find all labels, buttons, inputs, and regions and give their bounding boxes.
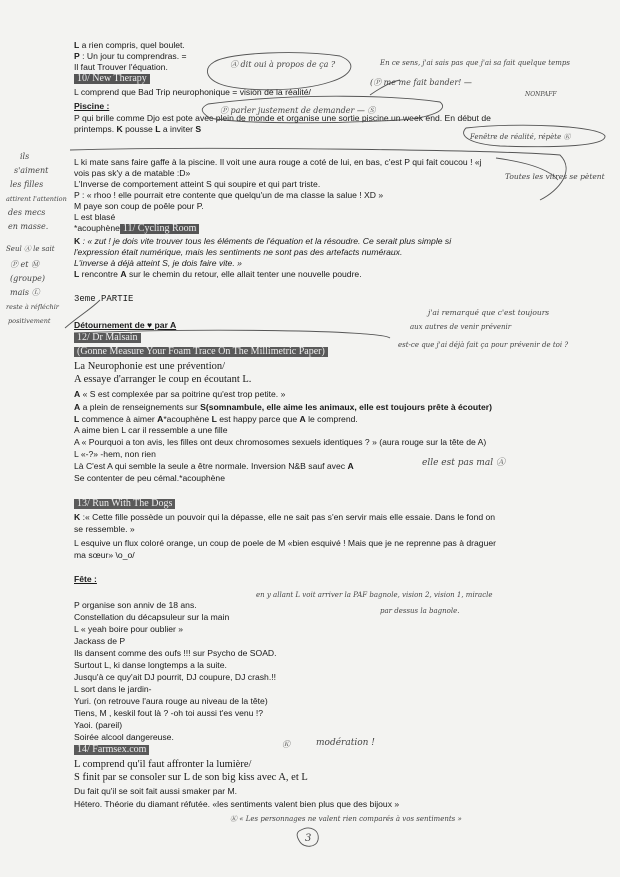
line: P qui brille comme Djo est pote avec plein de monde et organise une sortie piscine un week end. En début de [74, 113, 491, 123]
line: Constellation du décapsuleur sur la main [74, 612, 230, 622]
margin-note: des mecs [8, 208, 46, 217]
line: K :« Cette fille possède un pouvoir qui la dépasse, elle ne sait pas s'en servir mais elle essaie. Dans le fond on [74, 512, 496, 522]
line: L'inverse à déjà atteint S, je dois faire vite. » [74, 258, 242, 268]
line: A a plein de renseignements sur S(somnambule, elle aime les animaux, elle est toujours prête à écouter) [74, 402, 492, 412]
margin-note: Ⓟ et Ⓜ [10, 260, 40, 269]
line: P organise son anniv de 18 ans. [74, 600, 197, 610]
handwritten-note: aux autres de venir prévenir [410, 323, 512, 331]
section-header-12: 12/ Dr Malsain [74, 332, 141, 343]
line: L «-?» -hem, non rien [74, 449, 156, 459]
handwritten-note: (Ⓟ me me fait bander! — [370, 78, 472, 87]
line: A « S est complexée par sa poitrine qu'est trop petite. » [74, 389, 286, 399]
line: L comprend qu'il faut affronter la lumière/ [74, 759, 252, 770]
line: Hétero. Théorie du diamant réfutée. «les sentiments valent bien plus que des bijoux » [74, 799, 400, 809]
bubble-outline [207, 53, 350, 90]
line: Surtout L, ki danse longtemps a la suite. [74, 660, 227, 670]
handwritten-note: Ⓚ [282, 740, 290, 749]
section-header-14: 14/ Farmsex.com [74, 744, 149, 755]
handwritten-note: Fenêtre de réalité, répète Ⓚ [470, 133, 571, 141]
line: S finit par se consoler sur L de son big kiss avec A, et L [74, 772, 308, 783]
line: L comprend que Bad Trip neurophonique = vision de la réalité/ [74, 87, 311, 97]
handwritten-note: j'ai remarqué que c'est toujours [428, 308, 550, 317]
line: A aime bien L car il ressemble a une fille [74, 425, 228, 435]
section-header-12-subtitle: (Gonne Measure Your Foam Trace On The Millimetric Paper) [74, 346, 328, 357]
line: Jusqu'à ce quy'ait DJ pourrit, DJ coupure, DJ crash.!! [74, 672, 276, 682]
line: Yaoi. (pareil) [74, 720, 123, 730]
line: Soirée alcool dangereuse. [74, 732, 174, 742]
line: Là C'est A qui semble la seule a être normale. Inversion N&B sauf avec A [74, 461, 354, 471]
line: ma sœur» \o_o/ [74, 550, 135, 560]
line: M paye son coup de poêle pour P. [74, 201, 204, 211]
handwritten-note: elle est pas mal Ⓐ [422, 458, 505, 468]
line: La Neurophonie est une prévention/ [74, 361, 226, 372]
margin-note: (groupe) [10, 274, 46, 283]
line: *acouphène 11/ Cycling Room [74, 223, 199, 234]
handwritten-note: Toutes les vitres se pètent [505, 172, 605, 181]
subheading-detournement: Détournement de ♥ par A [74, 320, 177, 330]
section-header-10: 10/ New Therapy [74, 73, 150, 84]
part-title: 3eme PARTIE [74, 294, 134, 304]
margin-note: Seul Ⓐ le sait [6, 245, 55, 253]
handwritten-note: Ⓟ parler justement de demander — Ⓢ [220, 106, 376, 115]
line: A essaye d'arranger le coup en écoutant L. [74, 374, 252, 385]
margin-note: attirent l'attention [6, 195, 67, 203]
handwritten-note: en y allant L voit arriver la PAF bagnole, vision 2, vision 1, miracle [256, 591, 493, 599]
handwritten-note: est-ce que j'ai déjà fait ça pour prévenir de toi ? [398, 341, 569, 349]
line: P : Un jour tu comprendras. = [74, 51, 187, 61]
line: L sort dans le jardin- [74, 684, 152, 694]
line: L'Inverse de comportement atteint S qui soupire et qui part triste. [74, 179, 321, 189]
line: Du fait qu'il se soit fait aussi smaker par M. [74, 786, 238, 796]
subheading-piscine: Piscine : [74, 101, 110, 111]
line: l'expression était numérique, mais les sentiments ne sont pas des artefacts numéraux. [74, 247, 403, 257]
pencil-stroke [65, 300, 100, 328]
margin-note: s'aiment [14, 166, 49, 175]
margin-note: les filles [10, 180, 44, 189]
line: L commence à aimer A*acouphène L est happy parce que A le comprend. [74, 414, 358, 424]
margin-note: mais Ⓛ [10, 288, 40, 297]
line: Il faut Trouver l'équation. [74, 62, 168, 72]
line: Se contenter de peu cémal.*acouphène [74, 473, 225, 483]
page-number: 3 [305, 833, 312, 844]
bubble-outline [74, 330, 390, 338]
margin-note: ils [20, 152, 30, 161]
line: Jackass de P [74, 636, 126, 646]
margin-note: positivement [8, 317, 51, 325]
section-header-13: 13/ Run With The Dogs [74, 498, 175, 509]
handwritten-note: modération ! [316, 738, 375, 748]
handwritten-note: par dessus la bagnole. [380, 607, 460, 615]
line: L « yeah boire pour oublier » [74, 624, 184, 634]
line: Tiens, M , keskil fout là ? -oh toi aussi t'es venu !? [74, 708, 264, 718]
line: A « Pourquoi a ton avis, les filles ont deux chromosomes sexuels identiques ? » (aura rouge sur la tête de A) [74, 437, 487, 447]
line: P : « rhoo ! elle pourrait etre contente que quelqu'un de ma classe la salue ! XD » [74, 190, 384, 200]
handwritten-note: Ⓐ dit oui à propos de ça ? [230, 60, 336, 69]
line: L ki mate sans faire gaffe à la piscine. Il voit une aura rouge a coté de lui, en bas, c'est P qui fait coucou ! «j [74, 157, 482, 167]
line: K : « zut ! je dois vite trouver tous les éléments de l'équation et la résoudre. Ce serait plus simple si [74, 236, 452, 246]
handwritten-note: NONPAFF [525, 91, 557, 98]
bubble-outline [70, 148, 566, 200]
line: L a rien compris, quel boulet. [74, 40, 185, 50]
line: L rencontre A sur le chemin du retour, elle allait tenter une nouvelle poudre. [74, 269, 362, 279]
line: Yuri. (on retrouve l'aura rouge au niveau de la tête) [74, 696, 268, 706]
line: L est blasé [74, 212, 116, 222]
line: L esquive un flux coloré orange, un coup de poele de M «bien esquivé ! Mais que je ne reprenne pas à draguer [74, 538, 497, 548]
section-header-11: 11/ Cycling Room [120, 224, 200, 234]
line: se ressemble. » [74, 524, 135, 534]
margin-note: reste à réfléchir [6, 303, 59, 311]
margin-note: en masse. [8, 222, 49, 231]
line: vois pas sk'y a de matable :D» [74, 168, 191, 178]
handwritten-note: Ⓚ « Les personnages ne valent rien comparés à vos sentiments » [230, 815, 462, 823]
handwritten-note: En ce sens, j'ai sais pas que j'ai sa fait quelque temps [380, 59, 570, 67]
subheading-fete: Fête : [74, 574, 97, 584]
line: printemps. K pousse L a inviter S [74, 124, 202, 134]
line: Ils dansent comme des oufs !!! sur Psycho de SOAD. [74, 648, 277, 658]
